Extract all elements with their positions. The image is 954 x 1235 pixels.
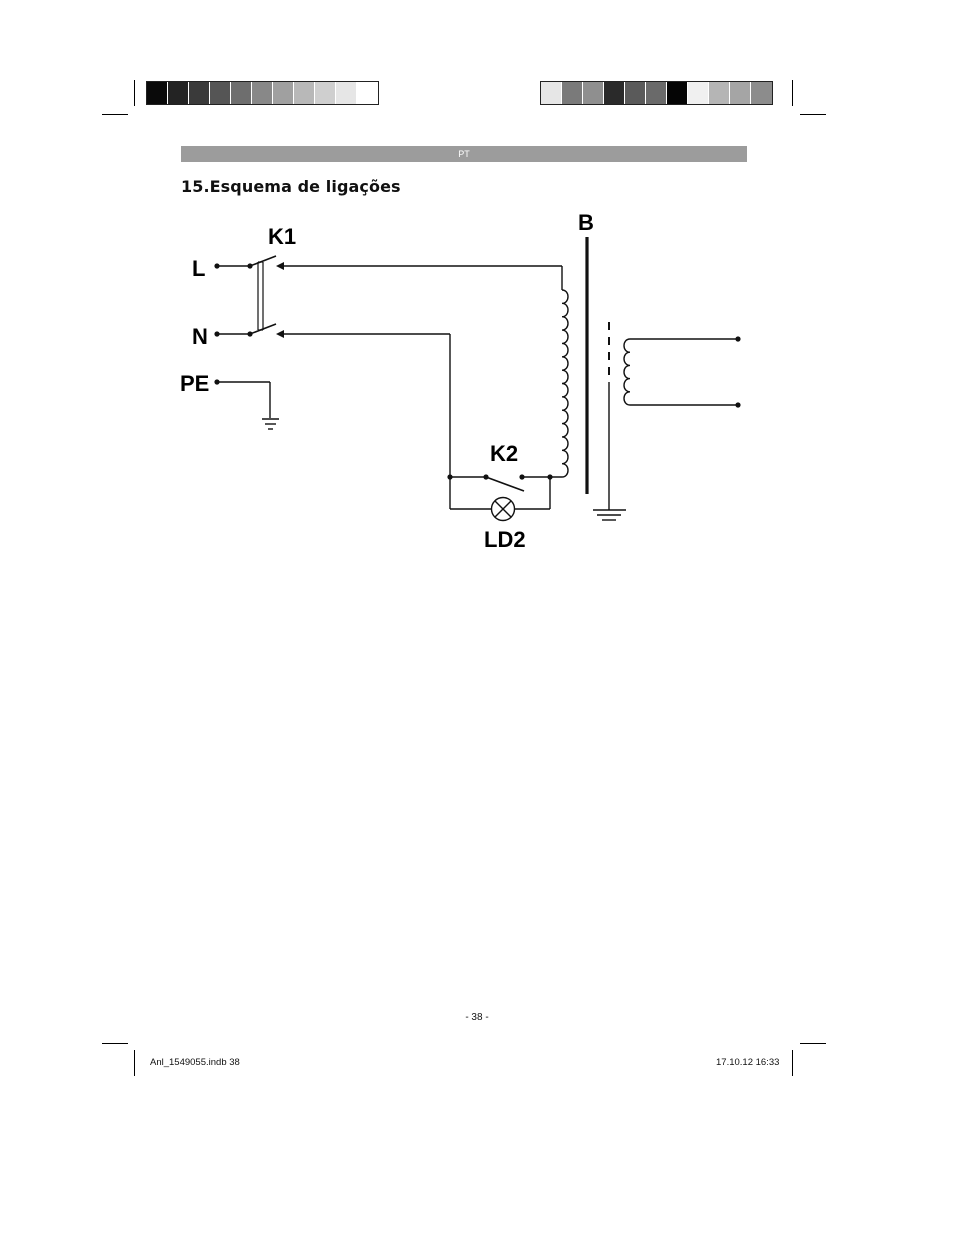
label-main-switch-k1: K1 (268, 224, 297, 249)
label-neutral: N (192, 324, 208, 349)
label-transformer-b: B (578, 210, 594, 235)
file-info: Anl_1549055.indb 38 (150, 1057, 240, 1068)
crop-mark (134, 1050, 135, 1076)
crop-mark (792, 1050, 793, 1076)
label-line: L (192, 256, 206, 281)
date-time: 17.10.12 16:33 (716, 1057, 780, 1068)
page-number: - 38 - (465, 1012, 489, 1023)
label-earth: PE (180, 371, 210, 396)
wiring-diagram (0, 0, 954, 600)
language-tab-label: PT (458, 149, 470, 159)
crop-mark (800, 1043, 826, 1044)
label-switch-k2: K2 (490, 441, 519, 466)
label-lamp-ld2: LD2 (484, 527, 526, 552)
crop-mark (102, 1043, 128, 1044)
section-title: 15.Esquema de ligações (181, 177, 401, 196)
